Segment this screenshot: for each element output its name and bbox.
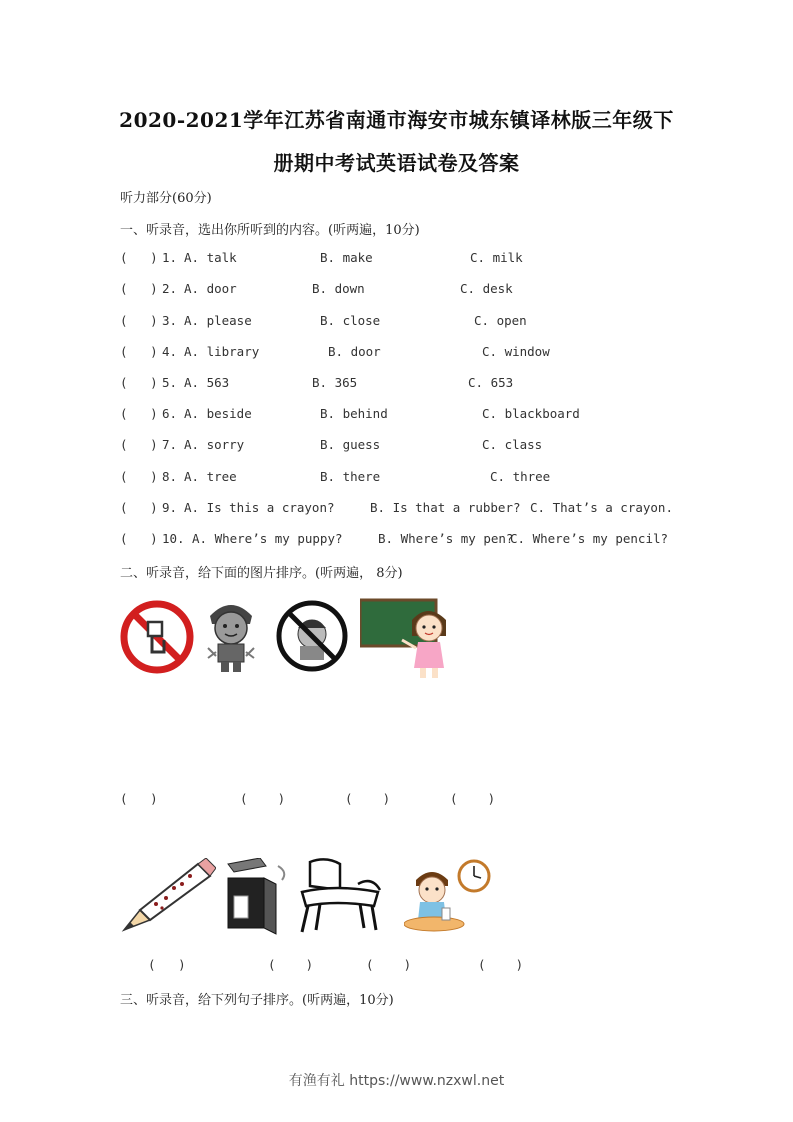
- row1-blank-4[interactable]: ( ): [450, 791, 496, 806]
- answer-blank[interactable]: ( ): [120, 313, 158, 328]
- option-c[interactable]: C. Where’s my pencil?: [510, 531, 669, 546]
- pencil-icon: [120, 858, 216, 934]
- question-number: 8.: [162, 469, 178, 484]
- row2-blank-3[interactable]: ( ): [366, 957, 412, 972]
- question-number: 10.: [162, 531, 185, 546]
- question-number: 7.: [162, 437, 178, 452]
- option-a[interactable]: A. library: [184, 344, 260, 359]
- answer-blank[interactable]: ( ): [120, 500, 158, 515]
- row2-blank-4[interactable]: ( ): [478, 957, 524, 972]
- listening-header: 听力部分(60分): [120, 191, 212, 206]
- option-b[interactable]: B. behind: [320, 406, 388, 421]
- option-b[interactable]: B. there: [320, 469, 381, 484]
- question-number: 1.: [162, 250, 178, 265]
- option-a[interactable]: A. tree: [184, 469, 237, 484]
- girl-at-blackboard-icon: [360, 598, 460, 682]
- book-icon: [220, 858, 292, 938]
- question-number: 2.: [162, 281, 178, 296]
- option-a[interactable]: A. sorry: [184, 437, 245, 452]
- option-a[interactable]: A. 563: [184, 375, 230, 390]
- option-c[interactable]: C. milk: [470, 250, 523, 265]
- section3-heading: 三、听录音，给下列句子排序。(听两遍，10分): [120, 993, 394, 1008]
- answer-blank[interactable]: ( ): [120, 250, 158, 265]
- boy-standing-icon: [196, 596, 266, 676]
- option-b[interactable]: B. Is that a rubber?: [370, 500, 521, 515]
- question-number: 5.: [162, 375, 178, 390]
- row2-blank-2[interactable]: ( ): [268, 957, 314, 972]
- option-b[interactable]: B. make: [320, 250, 373, 265]
- option-b[interactable]: B. 365: [312, 375, 358, 390]
- question-number: 9.: [162, 500, 178, 515]
- row1-blank-2[interactable]: ( ): [240, 791, 286, 806]
- option-a[interactable]: A. Is this a crayon?: [184, 500, 335, 515]
- option-b[interactable]: B. close: [320, 313, 381, 328]
- question-number: 4.: [162, 344, 178, 359]
- section1-heading: 一、听录音，选出你所听到的内容。(听两遍，10分): [120, 223, 420, 238]
- boy-clock-icon: [404, 856, 494, 936]
- option-a[interactable]: A. talk: [184, 250, 237, 265]
- option-c[interactable]: C. desk: [460, 281, 513, 296]
- answer-blank[interactable]: ( ): [120, 437, 158, 452]
- option-a[interactable]: A. door: [184, 281, 237, 296]
- option-c[interactable]: C. window: [482, 344, 550, 359]
- footer-watermark: 有渔有礼 https://www.nzxwl.net: [288, 1073, 505, 1089]
- option-b[interactable]: B. down: [312, 281, 365, 296]
- option-c[interactable]: C. three: [490, 469, 551, 484]
- option-c[interactable]: C. That’s a crayon.: [530, 500, 673, 515]
- answer-blank[interactable]: ( ): [120, 375, 158, 390]
- option-a[interactable]: A. please: [184, 313, 252, 328]
- option-b[interactable]: B. Where’s my pen?: [378, 531, 514, 546]
- row1-blank-1[interactable]: ( ): [120, 791, 158, 806]
- answer-blank[interactable]: ( ): [120, 406, 158, 421]
- question-number: 6.: [162, 406, 178, 421]
- question-number: 3.: [162, 313, 178, 328]
- option-a[interactable]: A. Where’s my puppy?: [192, 531, 343, 546]
- section2-heading: 二、听录音，给下面的图片排序。(听两遍， 8分): [120, 566, 403, 581]
- option-c[interactable]: C. open: [474, 313, 527, 328]
- option-a[interactable]: A. beside: [184, 406, 252, 421]
- page-title-line-1: 2020-2021学年江苏省南通市海安市城东镇译林版三年级下: [119, 108, 674, 132]
- chair-icon: [296, 856, 384, 936]
- no-eating-sign-icon: [274, 598, 350, 674]
- answer-blank[interactable]: ( ): [120, 281, 158, 296]
- row2-blank-1[interactable]: ( ): [148, 957, 186, 972]
- no-entry-sign-icon: [120, 600, 194, 674]
- page-title-line-2: 册期中考试英语试卷及答案: [273, 151, 520, 175]
- option-c[interactable]: C. class: [482, 437, 543, 452]
- option-c[interactable]: C. blackboard: [482, 406, 580, 421]
- answer-blank[interactable]: ( ): [120, 469, 158, 484]
- row1-blank-3[interactable]: ( ): [345, 791, 391, 806]
- option-b[interactable]: B. door: [328, 344, 381, 359]
- option-c[interactable]: C. 653: [468, 375, 514, 390]
- option-b[interactable]: B. guess: [320, 437, 381, 452]
- answer-blank[interactable]: ( ): [120, 531, 158, 546]
- answer-blank[interactable]: ( ): [120, 344, 158, 359]
